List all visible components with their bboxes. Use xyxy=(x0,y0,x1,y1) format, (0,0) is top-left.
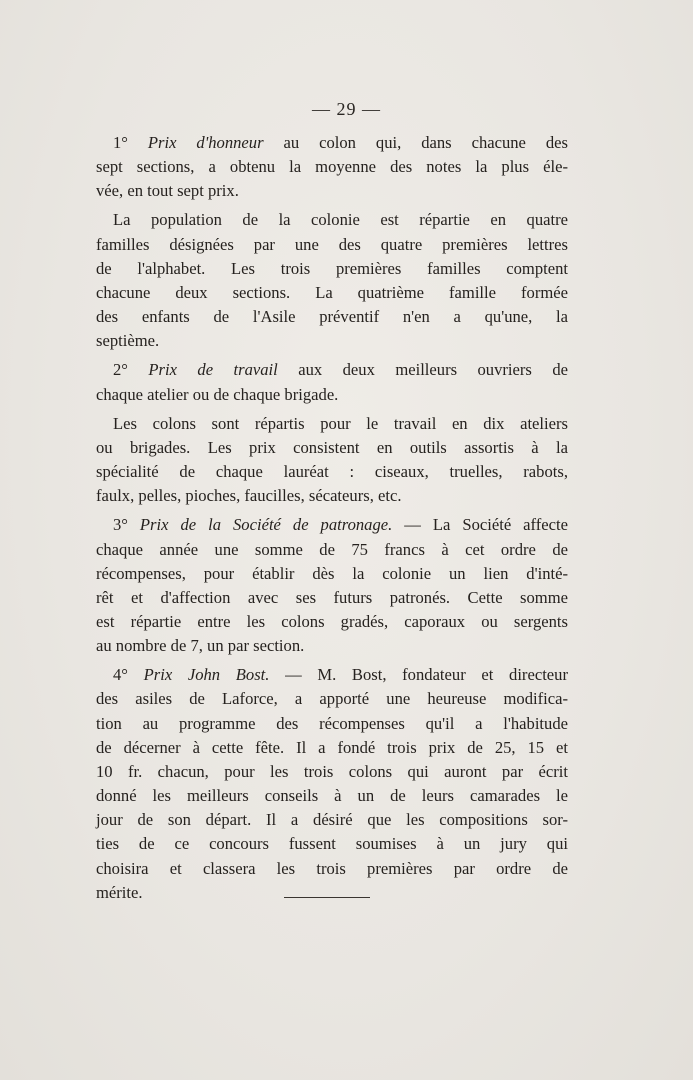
prize-title: Prix d'honneur xyxy=(147,133,264,152)
item-number: 3° xyxy=(113,515,140,535)
item-number: 4° xyxy=(113,665,144,685)
line-text: au colon qui, dans chacune des xyxy=(263,133,568,152)
text-line: vée, en tout sept prix. xyxy=(96,181,239,201)
text-line: sept sections, a obtenu la moyenne des notes la plus éle- xyxy=(96,157,568,177)
text-line xyxy=(96,358,568,382)
closing-rule xyxy=(284,897,370,898)
paragraph xyxy=(96,208,568,353)
text-line: La population de la colonie est répartie en quatre xyxy=(113,210,568,230)
text-line: Les colons sont répartis pour le travail en dix ateliers xyxy=(113,413,568,433)
text-line: spécialité de chaque lauréat : ciseaux, truelles, rabots, xyxy=(96,462,568,482)
text-line: ou brigades. Les prix consistent en outils assortis à la xyxy=(96,437,568,457)
paragraph xyxy=(96,131,568,203)
text-line: des enfants de l'Asile préventif n'en a qu'une, la xyxy=(96,307,568,327)
text-line: familles désignées par une des quatre premières lettres xyxy=(96,234,568,254)
prize-title: Prix de travail xyxy=(148,360,278,380)
text-line: chacune deux sections. La quatrième famille formée xyxy=(96,282,568,302)
page-number: — 29 — xyxy=(312,99,381,119)
text-line: chaque année une somme de 75 francs à cet ordre de xyxy=(96,539,568,559)
prize-title: Prix de la Société de patronage. xyxy=(139,515,393,535)
paragraph xyxy=(96,513,568,658)
text-line: ties de ce concours fussent soumises à un jury qui xyxy=(96,834,568,854)
text-line: de décerner à cette fête. Il a fondé trois prix de 25, 15 et xyxy=(96,737,568,757)
text-line: récompenses, pour établir dès la colonie un lien d'inté- xyxy=(96,563,568,583)
prize-title: Prix John Bost. xyxy=(143,665,270,685)
text-line: tion au programme des récompenses qu'il a l'habitude xyxy=(96,713,568,733)
text-line: de l'alphabet. Les trois premières familles comptent xyxy=(96,258,568,278)
item-number: 1° xyxy=(113,133,148,152)
text-line: mérite. xyxy=(96,882,143,902)
body-text xyxy=(96,131,568,905)
paragraph xyxy=(96,663,568,905)
text-line: faulx, pelles, pioches, faucilles, sécateurs, etc. xyxy=(96,486,402,506)
text-line: donné les meilleurs conseils à un de leurs camarades le xyxy=(96,786,568,806)
text-line: jour de son départ. Il a désiré que les compositions sor- xyxy=(96,810,568,830)
text-line: rêt et d'affection avec ses futurs patronés. Cette somme xyxy=(96,587,568,607)
text-line xyxy=(96,131,568,155)
text-line: chaque atelier ou de chaque brigade. xyxy=(96,384,339,404)
text-line xyxy=(96,513,568,537)
text-line xyxy=(96,663,568,687)
text-line: est répartie entre les colons gradés, caporaux ou sergents xyxy=(96,611,568,631)
text-line: septième. xyxy=(96,331,160,351)
text-line: 10 fr. chacun, pour les trois colons qui auront par écrit xyxy=(96,761,568,781)
line-text: — M. Bost, fondateur et directeur xyxy=(269,665,568,685)
line-text: — La Société affecte xyxy=(392,515,568,535)
paragraph xyxy=(96,358,568,406)
line-text: aux deux meilleurs ouvriers de xyxy=(277,360,568,380)
text-line: au nombre de 7, un par section. xyxy=(96,636,305,656)
text-line: des asiles de Laforce, a apporté une heureuse modifica- xyxy=(96,689,568,709)
item-number: 2° xyxy=(113,360,149,380)
text-line: choisira et classera les trois premières par ordre de xyxy=(96,858,568,878)
paragraph xyxy=(96,412,568,509)
